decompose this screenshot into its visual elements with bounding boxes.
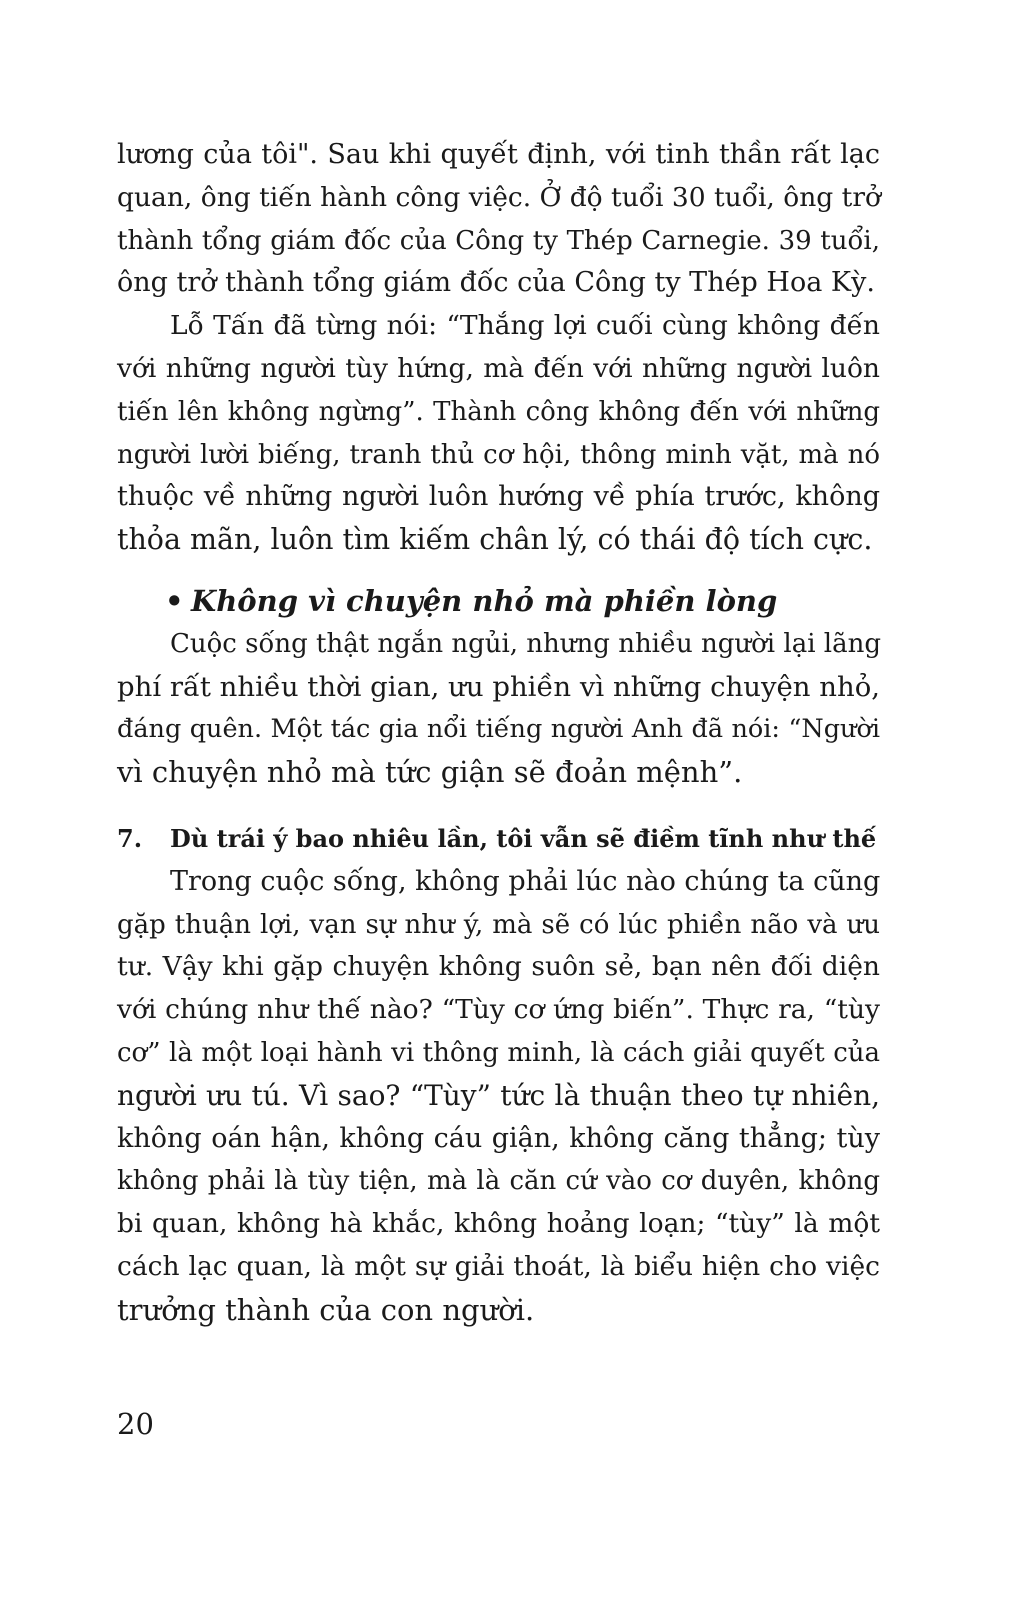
text-line: Trong cuộc sống, không phải lúc nào chúng ta cũng [170,865,881,897]
section-number: 7. [117,823,143,853]
text-line: thành tổng giám đốc của Công ty Thép Carnegie. 39 tuổi, [117,225,880,256]
page-body [117,134,880,1332]
text-line: quan, ông tiến hành công việc. Ở độ tuổi 30 tuổi, ông trở [117,181,881,213]
bullet-icon: • [165,583,184,618]
spacer [117,794,880,818]
text-line: thuộc về những người luôn hướng về phía trước, không [117,481,880,513]
text-line: với chúng như thế nào? “Tùy cơ ứng biến”. Thực ra, “tùy [117,994,880,1026]
text-line: phí rất nhiều thời gian, ưu phiền vì những chuyện nhỏ, [117,670,880,703]
text-line: cơ” là một loại hành vi thông minh, là cách giải quyết của [117,1037,880,1068]
subheading [117,580,880,623]
text-line: người lười biếng, tranh thủ cơ hội, thông minh vặt, mà nó [117,439,880,470]
paragraph [117,134,880,305]
page-number: 20 [117,1407,154,1441]
paragraph [117,861,880,1332]
text-line: không oán hận, không cáu giận, không căng thẳng; tùy [117,1122,880,1154]
text-line: đáng quên. Một tác gia nổi tiếng người Anh đã nói: “Người [117,714,880,745]
text-line: thỏa mãn, luôn tìm kiếm chân lý, có thái độ tích cực. [117,523,873,557]
text-line: lương của tôi". Sau khi quyết định, với tinh thần rất lạc [117,139,880,170]
text-line: tiến lên không ngừng”. Thành công không đến với những [117,396,880,427]
paragraph [117,305,880,562]
text-line: người ưu tú. Vì sao? “Tùy” tức là thuận theo tự nhiên, [117,1078,880,1112]
text-line: ông trở thành tổng giám đốc của Công ty Thép Hoa Kỳ. [117,267,875,299]
text-line: trưởng thành của con người. [117,1292,535,1327]
text-line: không phải là tùy tiện, mà là căn cứ vào cơ duyên, không [117,1166,880,1197]
section-heading [117,818,880,861]
text-line: Cuộc sống thật ngắn ngủi, nhưng nhiều người lại lãng [170,628,881,659]
spacer [117,562,880,580]
text-line: gặp thuận lợi, vạn sự như ý, mà sẽ có lúc phiền não và ưu [117,909,880,940]
text-line: tư. Vậy khi gặp chuyện không suôn sẻ, bạn nên đối diện [117,951,880,983]
text-line: cách lạc quan, là một sự giải thoát, là biểu hiện cho việc [117,1250,880,1282]
text-line: Lỗ Tấn đã từng nói: “Thắng lợi cuối cùng không đến [170,310,880,342]
text-line: vì chuyện nhỏ mà tức giận sẽ đoản mệnh”. [117,755,743,790]
paragraph [117,623,880,794]
text-line: với những người tùy hứng, mà đến với những người luôn [117,352,880,384]
subheading-text: Không vì chuyện nhỏ mà phiền lòng [191,583,778,618]
section-title: Dù trái ý bao nhiêu lần, tôi vẫn sẽ điềm tĩnh như thế [170,823,877,853]
text-line: bi quan, không hà khắc, không hoảng loạn; “tùy” là một [117,1208,880,1240]
